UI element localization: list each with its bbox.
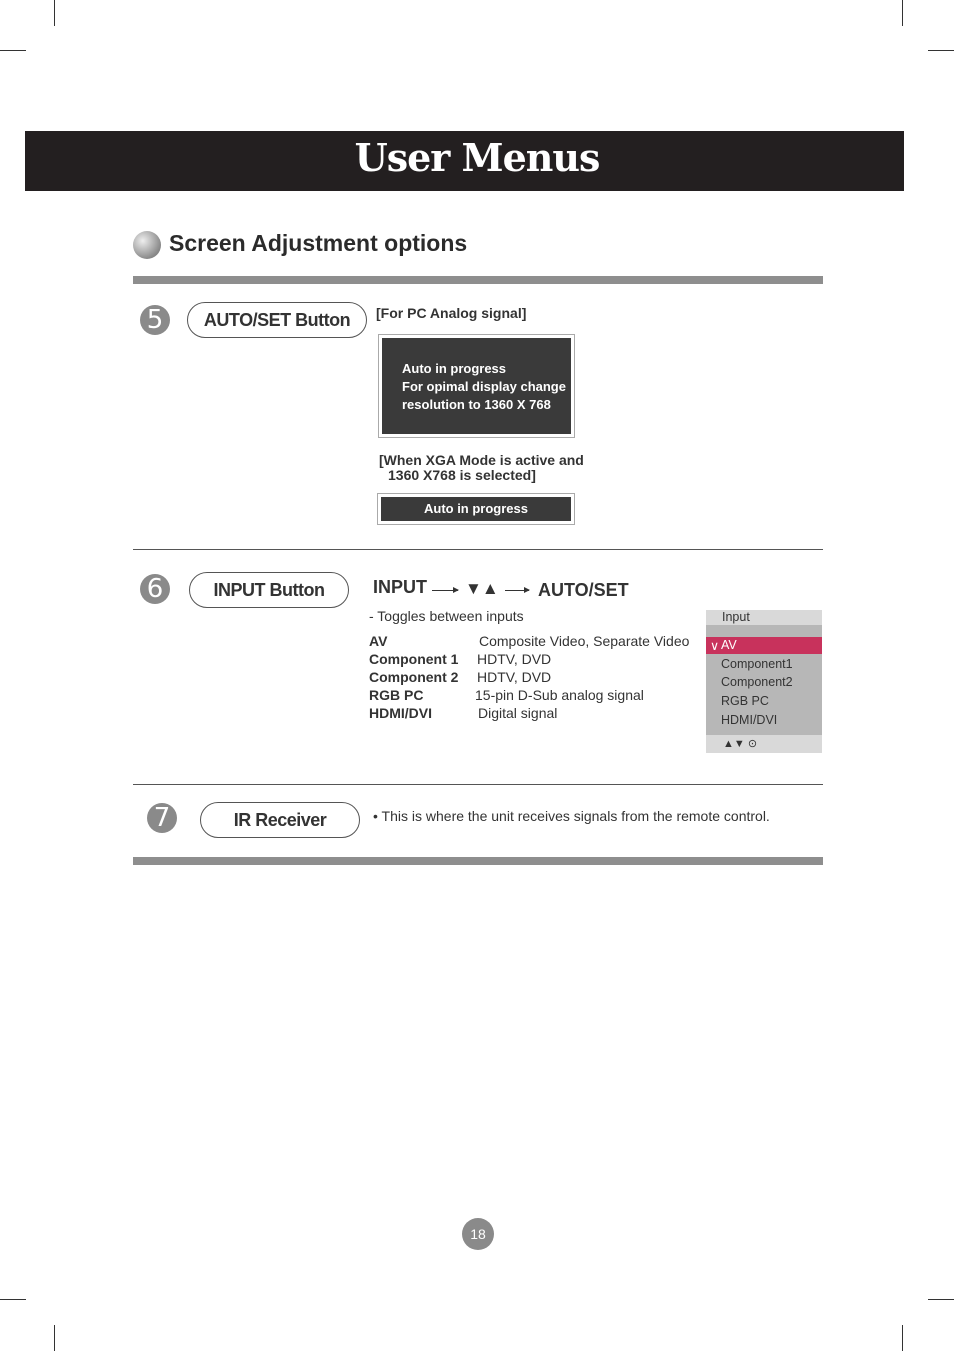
osd-line: For opimal display change (402, 379, 566, 394)
flow-input-label: INPUT (373, 577, 427, 597)
menu-footer (706, 735, 822, 753)
ir-description-text: This is where the unit receives signals from the remote control. (381, 808, 770, 824)
section-bullet-icon (133, 231, 161, 259)
caption-pc-analog: [For PC Analog signal] (376, 305, 527, 321)
ir-receiver-button: IR Receiver (200, 802, 360, 838)
menu-item-label: AV (721, 638, 737, 652)
menu-title: Input (722, 610, 750, 624)
page-title: User Menus (354, 135, 600, 180)
page-number: 18 (462, 1218, 494, 1250)
input-button: INPUT Button (189, 572, 349, 608)
osd-line: resolution to 1360 X 768 (402, 397, 551, 412)
section-top-bar (133, 276, 823, 284)
input-desc: HDTV, DVD (477, 651, 552, 667)
crop-mark (902, 0, 903, 26)
divider (133, 784, 823, 785)
inputs-list (369, 633, 699, 725)
list-item (369, 651, 699, 669)
osd-auto-progress-short (377, 493, 575, 525)
menu-item-selected (706, 637, 822, 654)
osd-line: Auto in progress (402, 361, 507, 376)
input-desc: Digital signal (478, 705, 558, 721)
flow-autoset-label: AUTO/SET (538, 580, 629, 600)
input-desc: 15-pin D-Sub analog signal (475, 687, 644, 703)
step-6-number-icon: 6 (140, 574, 170, 604)
section-title: Screen Adjustment options (169, 230, 468, 256)
input-name: AV (369, 633, 388, 649)
section-bottom-bar (133, 857, 823, 865)
bullet-icon: • (373, 808, 378, 824)
menu-item-label: Component1 (721, 657, 793, 671)
check-icon: ∨ (710, 639, 720, 653)
menu-item-label: HDMI/DVI (721, 713, 778, 727)
osd-text: Auto in progress (423, 501, 528, 516)
crop-mark (0, 1299, 26, 1300)
input-name: Component 1 (369, 651, 459, 667)
crop-mark (0, 50, 26, 51)
arrow-icon (432, 590, 458, 591)
ir-description (373, 808, 770, 824)
osd-auto-progress-full (378, 334, 575, 438)
input-menu (706, 610, 822, 753)
crop-mark (928, 1299, 954, 1300)
crop-mark (928, 50, 954, 51)
crop-mark (54, 0, 55, 26)
list-item (369, 633, 699, 651)
input-name: Component 2 (369, 669, 459, 685)
step-7-number-icon: 7 (147, 803, 177, 833)
up-down-arrows-icon: ▼▲ (465, 579, 499, 598)
list-item (369, 687, 699, 705)
menu-item-label: Component2 (721, 675, 793, 689)
auto-set-button: AUTO/SET Button (187, 302, 367, 338)
input-desc: HDTV, DVD (477, 669, 552, 685)
caption-xga-line2: 1360 X768 is selected] (388, 467, 536, 483)
step-5-number-icon: 5 (140, 305, 170, 335)
input-name: RGB PC (369, 687, 424, 703)
crop-mark (54, 1325, 55, 1351)
input-desc: Composite Video, Separate Video (479, 633, 690, 649)
menu-item-label: RGB PC (721, 694, 769, 708)
divider (133, 549, 823, 550)
list-item (369, 669, 699, 687)
crop-mark (902, 1325, 903, 1351)
caption-xga-line1: [When XGA Mode is active and (379, 452, 584, 468)
list-item (369, 705, 699, 723)
toggle-note: - Toggles between inputs (369, 608, 524, 624)
nav-keys-icon: ▲▼ ⊙ (723, 738, 758, 750)
menu-header (706, 610, 822, 625)
arrow-icon (505, 590, 529, 591)
input-name: HDMI/DVI (369, 705, 432, 721)
